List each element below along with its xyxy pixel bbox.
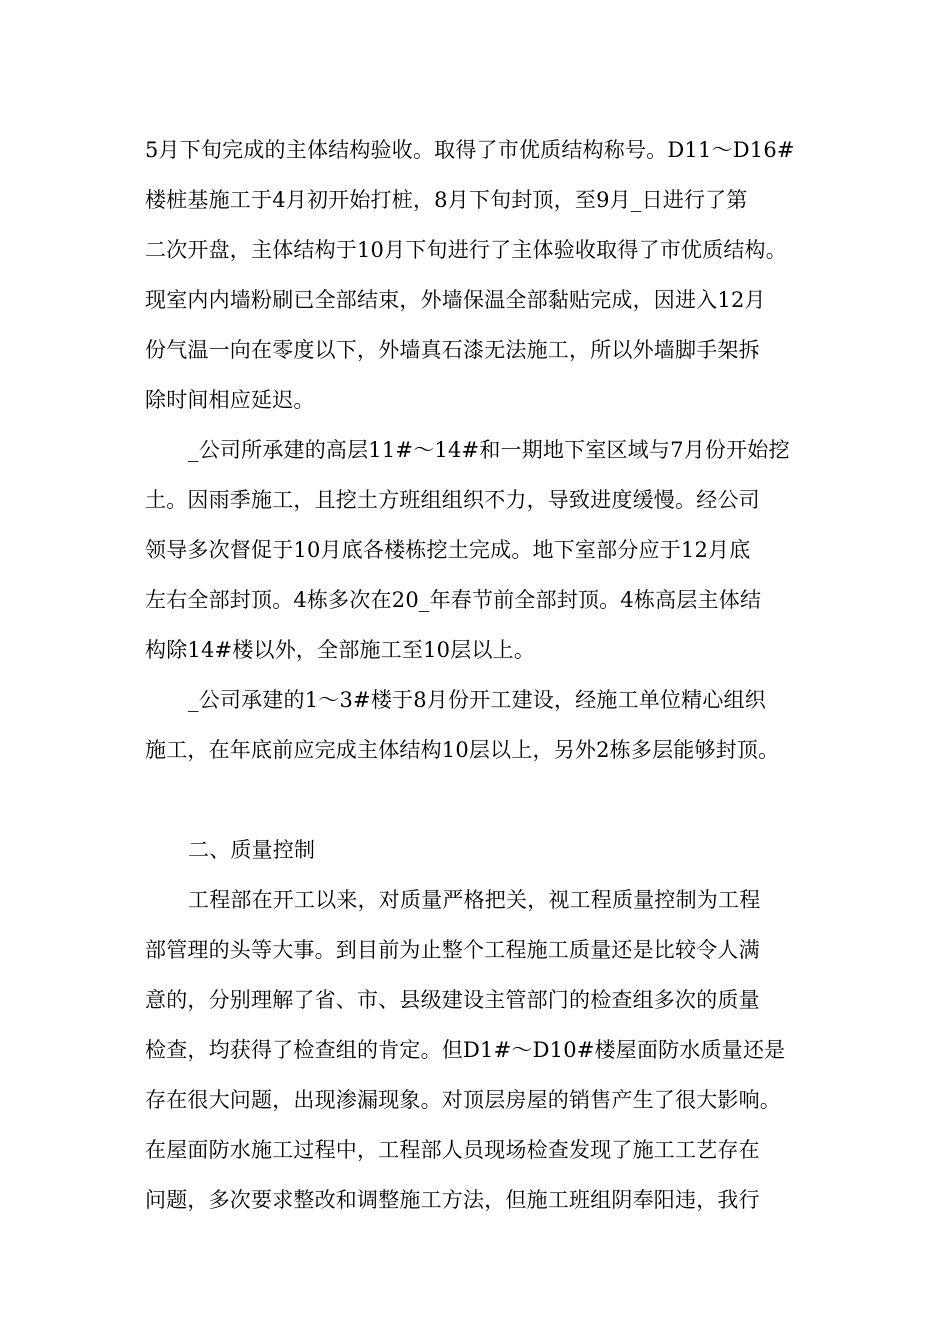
text-line: 份气温一向在零度以下，外墙真石漆无法施工，所以外墙脚手架拆 (145, 338, 760, 362)
text-line: 领导多次督促于10月底各楼栋挖土完成。地下室部分应于12月底 (145, 538, 751, 562)
text-line: 二次开盘，主体结构于10月下旬进行了主体验收取得了市优质结构。 (145, 238, 787, 262)
text-line: 工程部在开工以来，对质量严格把关，视工程质量控制为工程 (188, 888, 761, 912)
text-line: 施工，在年底前应完成主体结构10层以上，另外2栋多层能够封顶。 (145, 738, 780, 762)
text-line: 问题，多次要求整改和调整施工方法，但施工班组阴奉阳违，我行 (145, 1188, 760, 1212)
text-line: 左右全部封顶。4栋多次在20_年春节前全部封顶。4栋高层主体结 (145, 588, 762, 612)
text-line: _公司承建的1～3#楼于8月份开工建设，经施工单位精心组织 (188, 688, 766, 712)
text-line: 现室内内墙粉刷已全部结束，外墙保温全部黏贴完成，因进入12月 (145, 288, 766, 312)
text-line: 构除14#楼以外，全部施工至10层以上。 (145, 638, 536, 662)
text-line: 意的，分别理解了省、市、县级建设主管部门的检查组多次的质量 (145, 988, 760, 1012)
text-line: 检查，均获得了检查组的肯定。但D1#～D10#楼屋面防水质量还是 (145, 1038, 786, 1062)
text-line: 在屋面防水施工过程中，工程部人员现场检查发现了施工工艺存在 (145, 1138, 760, 1162)
text-line: 除时间相应延迟。 (145, 388, 315, 412)
text-line: 5月下旬完成的主体结构验收。取得了市优质结构称号。D11～D16# (145, 138, 795, 162)
text-line: _公司所承建的高层11#～14#和一期地下室区域与7月份开始挖 (188, 438, 790, 462)
text-line: 部管理的头等大事。到目前为止整个工程施工质量还是比较令人满 (145, 938, 760, 962)
section-heading: 二、质量控制 (188, 838, 316, 862)
text-line: 存在很大问题，出现渗漏现象。对顶层房屋的销售产生了很大影响。 (145, 1088, 781, 1112)
text-line: 土。因雨季施工，且挖土方班组组织不力，导致进度缓慢。经公司 (145, 488, 760, 512)
text-line: 楼桩基施工于4月初开始打桩，8月下旬封顶，至9月_日进行了第 (145, 188, 748, 212)
